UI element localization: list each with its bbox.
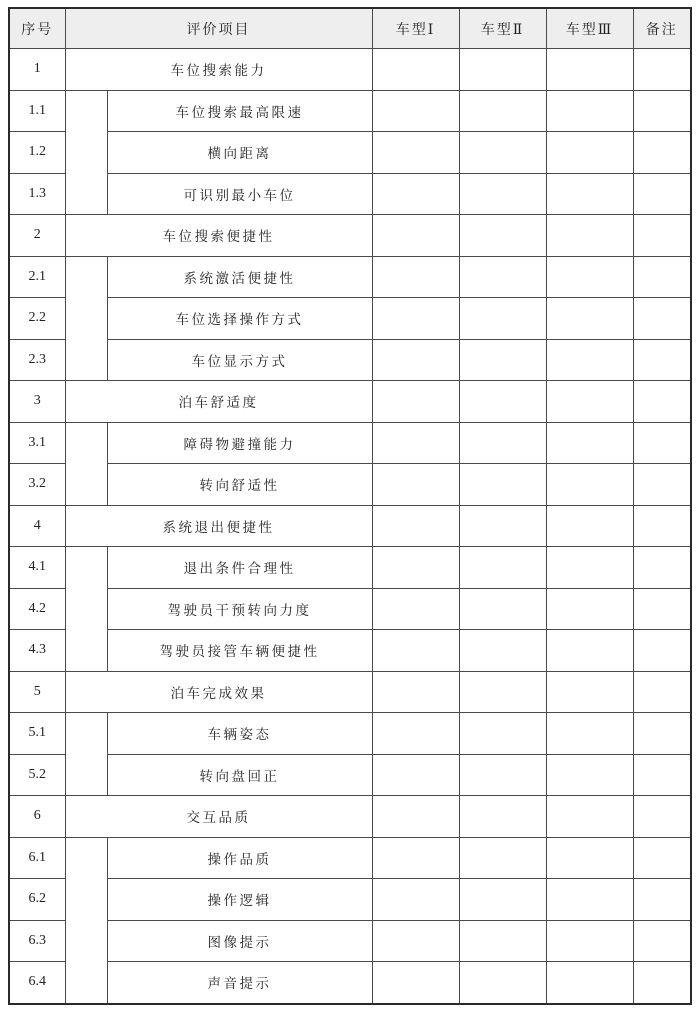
table-row [9, 90, 691, 132]
row-number: 5.2 [9, 754, 65, 796]
item-label: 车位搜索最高限速 [107, 90, 372, 132]
model-3-cell [546, 173, 633, 215]
row-number: 3 [9, 381, 65, 423]
remark-cell [633, 215, 691, 257]
table-body [9, 49, 691, 1004]
model-1-cell [372, 630, 459, 672]
remark-cell [633, 173, 691, 215]
row-number: 1.1 [9, 90, 65, 132]
model-1-cell [372, 464, 459, 506]
row-number: 6.2 [9, 879, 65, 921]
header-model-2: 车型Ⅱ [459, 8, 546, 49]
row-number: 5 [9, 671, 65, 713]
model-1-cell [372, 588, 459, 630]
model-1-cell [372, 339, 459, 381]
remark-cell [633, 464, 691, 506]
remark-cell [633, 90, 691, 132]
model-1-cell [372, 920, 459, 962]
item-label: 车位显示方式 [107, 339, 372, 381]
model-2-cell [459, 90, 546, 132]
model-2-cell [459, 505, 546, 547]
model-2-cell [459, 49, 546, 91]
model-2-cell [459, 630, 546, 672]
header-remark: 备注 [633, 8, 691, 49]
remark-cell [633, 837, 691, 879]
model-2-cell [459, 962, 546, 1004]
table-row [9, 962, 691, 1004]
remark-cell [633, 671, 691, 713]
table-row [9, 837, 691, 879]
model-1-cell [372, 505, 459, 547]
model-2-cell [459, 132, 546, 174]
item-label: 声音提示 [107, 962, 372, 1004]
model-3-cell [546, 256, 633, 298]
model-3-cell [546, 837, 633, 879]
table-row [9, 920, 691, 962]
model-1-cell [372, 754, 459, 796]
row-number: 2.2 [9, 298, 65, 340]
row-number: 3.1 [9, 422, 65, 464]
item-label: 可识别最小车位 [107, 173, 372, 215]
model-2-cell [459, 796, 546, 838]
remark-cell [633, 339, 691, 381]
row-number: 2 [9, 215, 65, 257]
item-label: 操作逻辑 [107, 879, 372, 921]
remark-cell [633, 49, 691, 91]
model-2-cell [459, 713, 546, 755]
model-3-cell [546, 713, 633, 755]
table-row [9, 671, 691, 713]
model-2-cell [459, 464, 546, 506]
header-seq: 序号 [9, 8, 65, 49]
row-number: 4.3 [9, 630, 65, 672]
group-title: 泊车完成效果 [65, 671, 372, 713]
model-3-cell [546, 339, 633, 381]
model-3-cell [546, 920, 633, 962]
table-row [9, 588, 691, 630]
model-2-cell [459, 920, 546, 962]
model-1-cell [372, 879, 459, 921]
row-number: 6.1 [9, 837, 65, 879]
model-2-cell [459, 339, 546, 381]
model-1-cell [372, 422, 459, 464]
table-row [9, 422, 691, 464]
item-label: 退出条件合理性 [107, 547, 372, 589]
row-number: 3.2 [9, 464, 65, 506]
row-number: 4.1 [9, 547, 65, 589]
indent-cell [65, 90, 107, 215]
table-row [9, 505, 691, 547]
indent-cell [65, 547, 107, 672]
table-row [9, 381, 691, 423]
model-3-cell [546, 381, 633, 423]
item-label: 图像提示 [107, 920, 372, 962]
table-row [9, 464, 691, 506]
remark-cell [633, 796, 691, 838]
row-number: 6 [9, 796, 65, 838]
table-row [9, 879, 691, 921]
model-3-cell [546, 671, 633, 713]
model-1-cell [372, 49, 459, 91]
item-label: 转向盘回正 [107, 754, 372, 796]
remark-cell [633, 754, 691, 796]
header-model-3: 车型Ⅲ [546, 8, 633, 49]
model-2-cell [459, 422, 546, 464]
model-2-cell [459, 298, 546, 340]
row-number: 1 [9, 49, 65, 91]
remark-cell [633, 879, 691, 921]
item-label: 转向舒适性 [107, 464, 372, 506]
table-row [9, 754, 691, 796]
item-label: 操作品质 [107, 837, 372, 879]
model-2-cell [459, 671, 546, 713]
model-3-cell [546, 215, 633, 257]
remark-cell [633, 132, 691, 174]
model-2-cell [459, 256, 546, 298]
model-3-cell [546, 422, 633, 464]
model-2-cell [459, 879, 546, 921]
model-2-cell [459, 381, 546, 423]
row-number: 2.1 [9, 256, 65, 298]
row-number: 1.3 [9, 173, 65, 215]
remark-cell [633, 713, 691, 755]
model-1-cell [372, 215, 459, 257]
item-label: 系统激活便捷性 [107, 256, 372, 298]
item-label: 横向距离 [107, 132, 372, 174]
model-3-cell [546, 505, 633, 547]
model-1-cell [372, 90, 459, 132]
table-row [9, 630, 691, 672]
row-number: 5.1 [9, 713, 65, 755]
table-row [9, 215, 691, 257]
group-title: 车位搜索便捷性 [65, 215, 372, 257]
model-3-cell [546, 90, 633, 132]
remark-cell [633, 256, 691, 298]
model-3-cell [546, 879, 633, 921]
model-2-cell [459, 215, 546, 257]
item-label: 驾驶员干预转向力度 [107, 588, 372, 630]
model-1-cell [372, 298, 459, 340]
model-1-cell [372, 173, 459, 215]
model-3-cell [546, 630, 633, 672]
model-3-cell [546, 588, 633, 630]
indent-cell [65, 422, 107, 505]
table-row [9, 132, 691, 174]
model-3-cell [546, 547, 633, 589]
indent-cell [65, 713, 107, 796]
remark-cell [633, 381, 691, 423]
model-3-cell [546, 464, 633, 506]
item-label: 驾驶员接管车辆便捷性 [107, 630, 372, 672]
table-row [9, 339, 691, 381]
group-title: 系统退出便捷性 [65, 505, 372, 547]
model-2-cell [459, 547, 546, 589]
table-row [9, 298, 691, 340]
model-3-cell [546, 132, 633, 174]
item-label: 车辆姿态 [107, 713, 372, 755]
model-1-cell [372, 837, 459, 879]
remark-cell [633, 588, 691, 630]
remark-cell [633, 422, 691, 464]
group-title: 交互品质 [65, 796, 372, 838]
table-row [9, 173, 691, 215]
model-1-cell [372, 381, 459, 423]
model-3-cell [546, 754, 633, 796]
model-3-cell [546, 962, 633, 1004]
model-1-cell [372, 962, 459, 1004]
model-3-cell [546, 49, 633, 91]
model-2-cell [459, 837, 546, 879]
evaluation-table [8, 7, 692, 1005]
model-2-cell [459, 173, 546, 215]
table-row [9, 547, 691, 589]
remark-cell [633, 298, 691, 340]
model-3-cell [546, 796, 633, 838]
model-1-cell [372, 547, 459, 589]
remark-cell [633, 547, 691, 589]
table-header-row [9, 8, 691, 49]
model-2-cell [459, 754, 546, 796]
header-item: 评价项目 [65, 8, 372, 49]
table-row [9, 49, 691, 91]
table-row [9, 713, 691, 755]
group-title: 车位搜索能力 [65, 49, 372, 91]
item-label: 障碍物避撞能力 [107, 422, 372, 464]
row-number: 4 [9, 505, 65, 547]
row-number: 6.3 [9, 920, 65, 962]
remark-cell [633, 630, 691, 672]
row-number: 4.2 [9, 588, 65, 630]
item-label: 车位选择操作方式 [107, 298, 372, 340]
model-1-cell [372, 256, 459, 298]
remark-cell [633, 920, 691, 962]
row-number: 1.2 [9, 132, 65, 174]
indent-cell [65, 837, 107, 1004]
header-model-1: 车型Ⅰ [372, 8, 459, 49]
indent-cell [65, 256, 107, 381]
model-1-cell [372, 713, 459, 755]
table-row [9, 796, 691, 838]
model-2-cell [459, 588, 546, 630]
remark-cell [633, 962, 691, 1004]
model-1-cell [372, 671, 459, 713]
model-1-cell [372, 132, 459, 174]
model-3-cell [546, 298, 633, 340]
row-number: 2.3 [9, 339, 65, 381]
model-1-cell [372, 796, 459, 838]
table-row [9, 256, 691, 298]
row-number: 6.4 [9, 962, 65, 1004]
remark-cell [633, 505, 691, 547]
group-title: 泊车舒适度 [65, 381, 372, 423]
